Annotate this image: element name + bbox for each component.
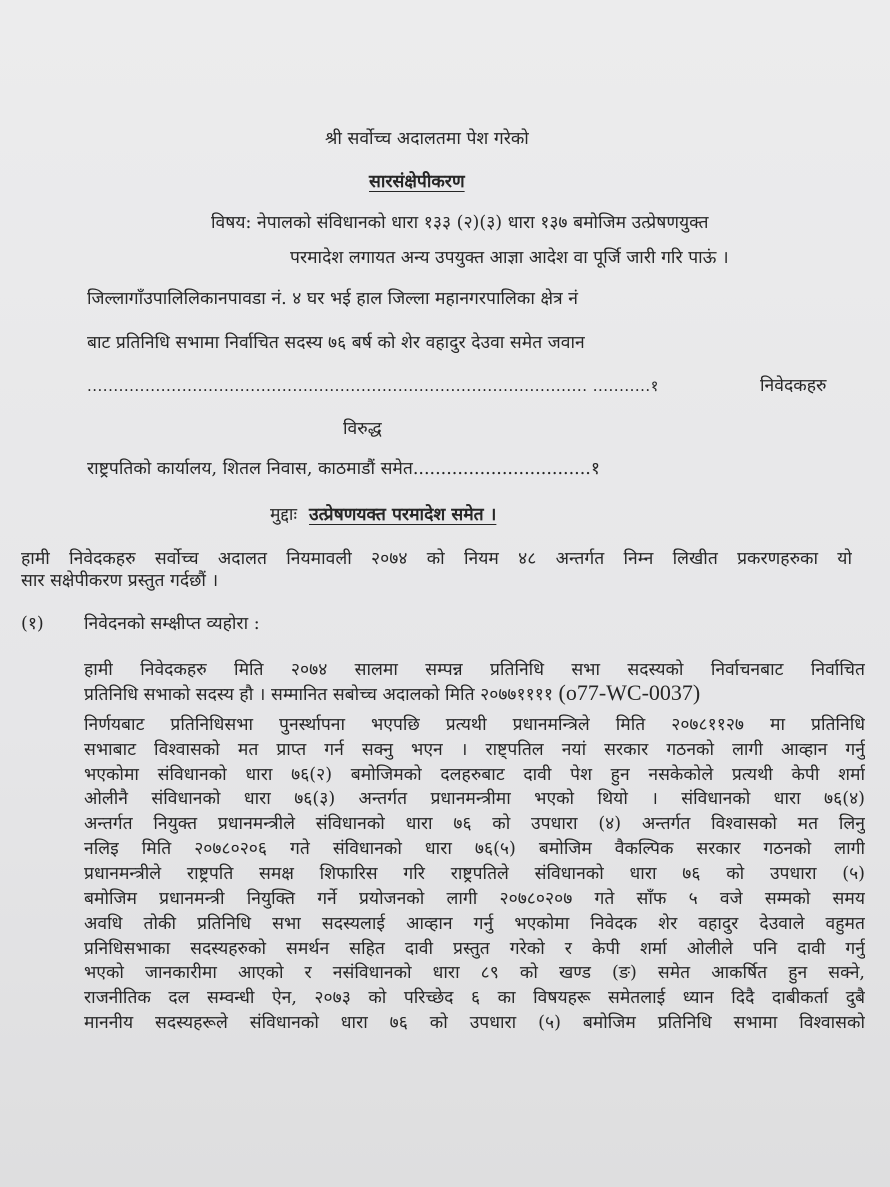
body-line-13: भएको जानकारीमा आएको र नसंविधानको धारा ८९ को खण्ड (ङ) समेत आकर्षित हुन सक्ने,	[84, 963, 865, 983]
petitioner-line-1: जिल्लागाँउपालिलिकानपावडा नं. ४ घर भई हाल जिल्ला महानगरपालिका क्षेत्र नं	[87, 289, 578, 309]
body-line-8: नलिइ मिति २०७८०२०६ गते संविधानको धारा ७६(५) बमोजिम वैकल्पिक सरकार गठनको लागी	[84, 839, 865, 859]
body-line-1: हामी निवेदकहरु मिति २०७४ सालमा सम्पन्न प्रतिनिधि सभा सदस्यको निर्वाचनबाट निर्वाचित	[84, 660, 865, 680]
petitioner-dots: ............................................................................................... ...........१	[87, 377, 659, 395]
intro-line-1: हामी निवेदकहरु सर्वोच्च अदालत नियमावली २०७४ को नियम ४८ अन्तर्गत निम्न लिखीत प्रकरणहरुका यो	[21, 549, 852, 569]
document-title: सारसंक्षेपीकरण	[369, 172, 465, 192]
petitioner-role: निवेदकहरु	[760, 376, 827, 396]
body-line-11: अवधि तोकी प्रतिनिधि सभा सदस्यलाई आव्हान गर्नु भएकोमा निवेदक शेर वहादुर देउवाले वहुमत	[84, 914, 865, 934]
court-heading: श्री सर्वोच्च अदालतमा पेश गरेको	[325, 129, 529, 149]
body-line-3: निर्णयबाट प्रतिनिधिसभा पुनर्स्थापना भएपछि प्रत्यथी प्रधानमन्त्रिले मिति २०७८११२७ मा प्रतिनिधि	[84, 715, 865, 735]
body-line-7: अन्तर्गत नियुक्त प्रधानमन्त्रीले संविधानको धारा ७६ को उपधारा (४) अन्तर्गत विश्वासको मत लिनु	[84, 814, 865, 834]
body-line-2-text: प्रतिनिधि सभाको सदस्य हौ । सम्मानित सबोच्च अदालको मिति २०७७११११	[84, 685, 553, 705]
case-number: (o77-WC-0037)	[558, 680, 701, 705]
section-number: (१)	[21, 614, 44, 634]
subject-line-2: परमादेश लगायत अन्य उपयुक्त आज्ञा आदेश वा पूर्जि जारी गरि पाऊं ।	[290, 248, 729, 268]
body-line-14: राजनीतिक दल सम्वन्धी ऐन, २०७३ को परिच्छेद ६ का विषयहरू समेतलाई ध्यान दिदै दाबीकर्ता दुबै	[84, 988, 865, 1008]
intro-line-2: सार सक्षेपीकरण प्रस्तुत गर्दछौं ।	[21, 571, 219, 591]
respondent-line: राष्ट्रपतिको कार्यालय, शितल निवास, काठमाडौं समेत................................१	[87, 459, 600, 479]
body-line-9: प्रधानमन्त्रीले राष्ट्रपति समक्ष शिफारिस गरि राष्ट्रपतिले संविधानको धारा ७६ को उपधारा (५)	[84, 864, 865, 884]
case-label: मुद्दाः	[270, 505, 298, 525]
body-line-6: ओलीनै संविधानको धारा ७६(३) अन्तर्गत प्रधानमन्त्रीमा भएको थियो । संविधानको धारा ७६(४)	[84, 789, 865, 809]
petitioner-line-2: बाट प्रतिनिधि सभामा निर्वाचित सदस्य ७६ बर्ष को शेर वहादुर देउवा समेत जवान	[87, 333, 585, 353]
body-line-5: भएकोमा संविधानको धारा ७६(२) बमोजिमको दलहरुबाट दावी पेश हुन नसकेकोले प्रत्यथी केपी शर्मा	[84, 765, 865, 785]
body-line-2	[84, 682, 700, 706]
versus-label: विरुद्ध	[343, 419, 382, 439]
body-line-15: माननीय सदस्यहरूले संविधानको धारा ७६ को उपधारा (५) बमोजिम प्रतिनिधि सभामा विश्वासको	[84, 1013, 865, 1033]
subject-line-1: विषय: नेपालको संविधानको धारा १३३ (२)(३) धारा १३७ बमोजिम उत्प्रेषणयुक्त	[211, 213, 709, 233]
body-line-12: प्रनिधिसभाका सदस्यहरुको समर्थन सहित दावी प्रस्तुत गरेको र केपी शर्मा ओलीले पनि दावी गर्नु	[84, 939, 865, 959]
body-line-10: बमोजिम प्रधानमन्त्री नियुक्ति गर्ने प्रयोजनको लागी २०७८०२०७ गते साँफ ५ वजे सम्मको समय	[84, 889, 865, 909]
body-line-4: सभाबाट विश्वासको मत प्राप्त गर्न सक्नु भएन । राष्ट्पतिल नयां सरकार गठनको लागी आव्हान गर्नु	[84, 740, 865, 760]
section-heading: निवेदनको सम्क्षीप्त व्यहोरा :	[84, 614, 260, 634]
case-title: उत्प्रेषणयक्त परमादेश समेत ।	[309, 505, 497, 525]
